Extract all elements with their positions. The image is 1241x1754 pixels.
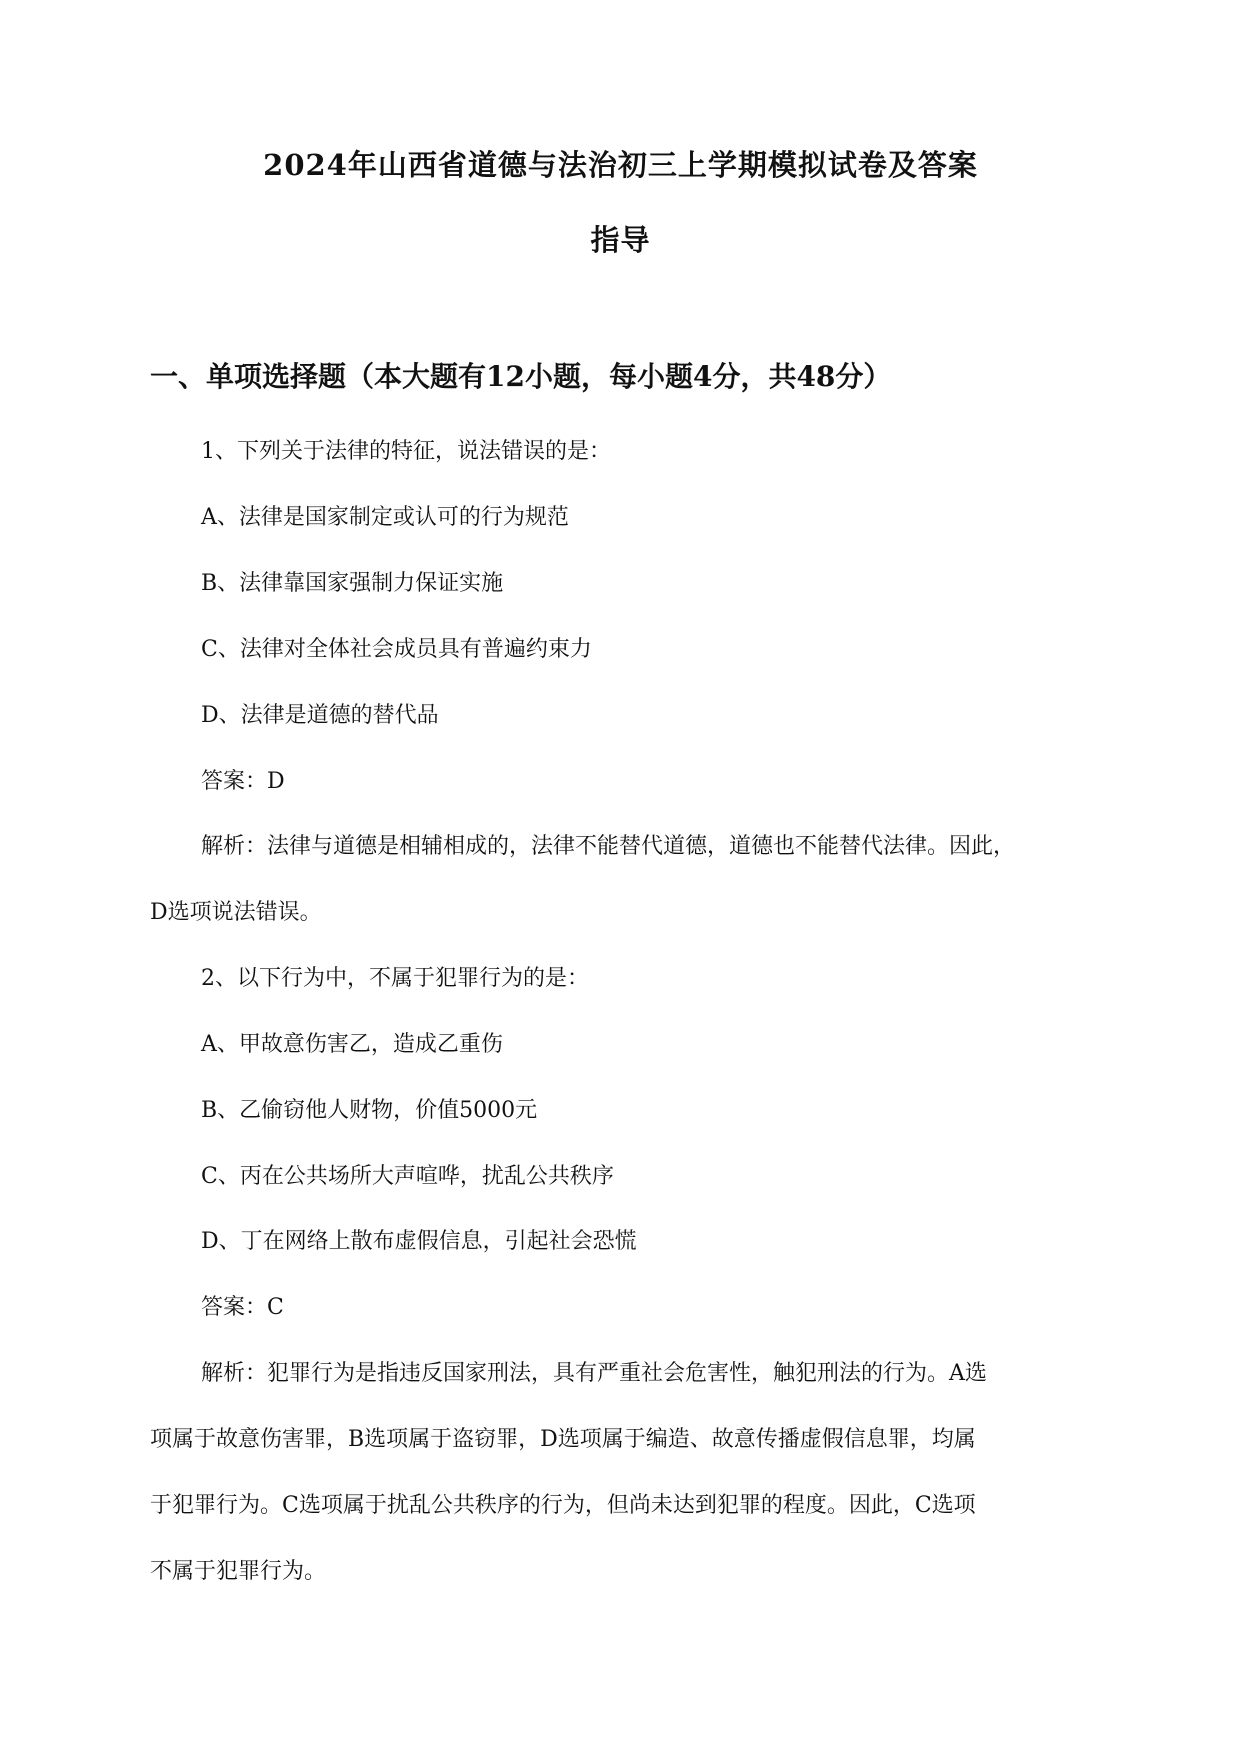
question-1-stem: 1、下列关于法律的特征，说法错误的是： bbox=[201, 439, 611, 464]
question-1-option-b: B、法律靠国家强制力保证实施 bbox=[201, 571, 504, 596]
question-1-option-d: D、法律是道德的替代品 bbox=[201, 703, 439, 728]
question-1-option-c: C、法律对全体社会成员具有普遍约束力 bbox=[201, 637, 592, 662]
question-2-option-c: C、丙在公共场所大声喧哗，扰乱公共秩序 bbox=[201, 1164, 614, 1189]
question-2-analysis-line-4: 不属于犯罪行为。 bbox=[150, 1559, 327, 1584]
question-2-analysis-line-1: 解析：犯罪行为是指违反国家刑法，具有严重社会危害性，触犯刑法的行为。A选 bbox=[201, 1361, 987, 1386]
question-2-analysis-line-2: 项属于故意伤害罪，B选项属于盗窃罪，D选项属于编造、故意传播虚假信息罪，均属 bbox=[150, 1427, 976, 1452]
question-2-option-a: A、甲故意伤害乙，造成乙重伤 bbox=[201, 1032, 503, 1057]
question-2-stem: 2、以下行为中，不属于犯罪行为的是： bbox=[201, 966, 589, 991]
question-2-analysis-line-3: 于犯罪行为。C选项属于扰乱公共秩序的行为，但尚未达到犯罪的程度。因此，C选项 bbox=[150, 1493, 976, 1518]
question-2-option-b: B、乙偷窃他人财物，价值5000元 bbox=[201, 1098, 538, 1123]
section-heading: 一、单项选择题（本大题有12小题，每小题4分，共48分） bbox=[150, 360, 892, 393]
document-title-line-2: 指导 bbox=[590, 223, 651, 257]
question-1-analysis-line-1: 解析：法律与道德是相辅相成的，法律不能替代道德，道德也不能替代法律。因此， bbox=[201, 834, 1016, 859]
document-title-line-1: 2024年山西省道德与法治初三上学期模拟试卷及答案 bbox=[263, 148, 978, 182]
question-1-analysis-line-2: D选项说法错误。 bbox=[150, 900, 322, 925]
question-1-option-a: A、法律是国家制定或认可的行为规范 bbox=[201, 505, 569, 530]
question-1-answer: 答案：D bbox=[201, 769, 285, 794]
question-2-answer: 答案：C bbox=[201, 1295, 284, 1320]
question-2-option-d: D、丁在网络上散布虚假信息，引起社会恐慌 bbox=[201, 1229, 637, 1254]
